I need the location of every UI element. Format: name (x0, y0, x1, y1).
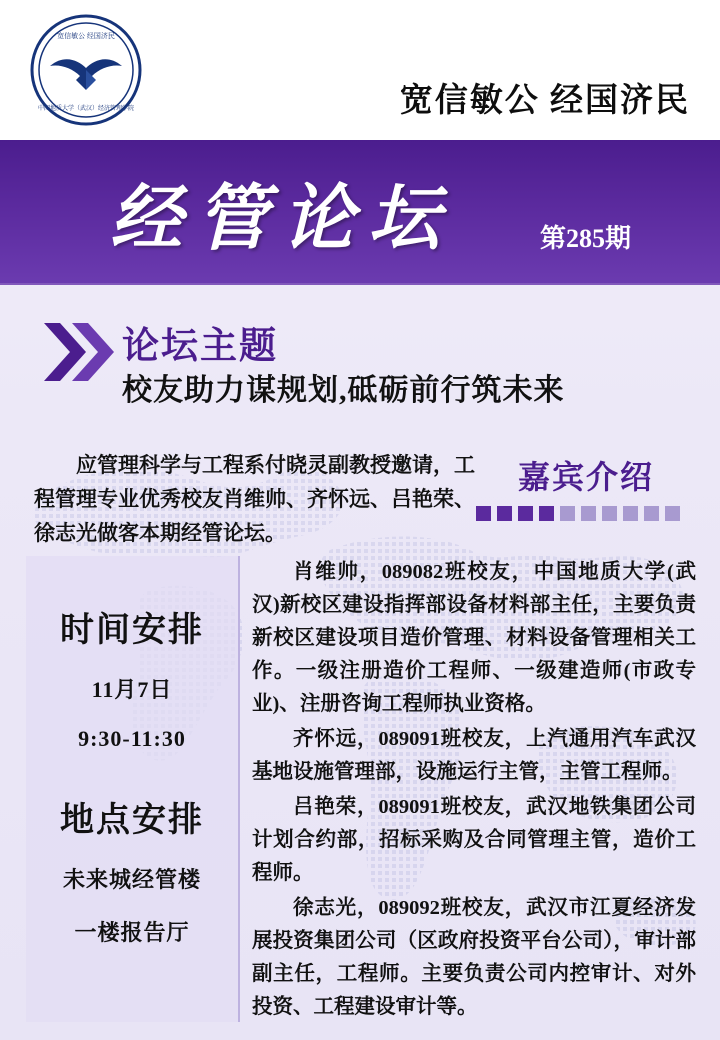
place-title: 地点安排 (60, 802, 204, 839)
schedule-panel (26, 556, 240, 1022)
guest-bio: 徐志光，089092班校友，武汉市江夏经济发展投资集团公司（区政府投资平台公司），审计部副主任，工程师。主要负责公司内控审计、对外投资、工程建设审计等。 (252, 897, 696, 1018)
theme-text: 校友助力谋规划,砥砺前行筑未来 (122, 374, 565, 407)
event-date: 11月7日 (91, 677, 173, 702)
header-motto: 宽信敏公 经国济民 (399, 83, 690, 119)
svg-text:中国地质大学（武汉）经济管理学院: 中国地质大学（武汉）经济管理学院 (37, 106, 135, 112)
theme-section (0, 285, 720, 430)
guest-heading-text: 嘉宾介绍 (517, 459, 654, 495)
place-line-2: 一楼报告厅 (74, 920, 190, 945)
guest-section-heading (476, 452, 696, 521)
title-band (0, 140, 720, 285)
poster-header (0, 0, 720, 140)
chevron-right-icon (44, 323, 122, 381)
svg-text:宽信敏公 经国济民: 宽信敏公 经国济民 (57, 32, 115, 40)
guest-bio: 吕艳荣，089091班校友，武汉地铁集团公司计划合约部，招标采购及合同管理主管，造价工程师。 (252, 796, 696, 884)
university-emblem-icon (30, 14, 142, 126)
time-title: 时间安排 (60, 612, 204, 649)
guest-bio: 齐怀远，089091班校友，上汽通用汽车武汉基地设施管理部，设施运行主管，主管工程师。 (252, 728, 696, 783)
issue-number: 第285期 (540, 224, 632, 253)
forum-title: 经管论坛 (110, 179, 455, 259)
place-line-1: 未来城经管楼 (62, 867, 201, 892)
guest-bios (252, 556, 696, 1026)
event-time: 9:30-11:30 (78, 726, 186, 751)
intro-paragraph: 应管理科学与工程系付晓灵副教授邀请，工程管理专业优秀校友肖维帅、齐怀远、吕艳荣、徐志光做客本期经管论坛。 (34, 453, 475, 545)
decorative-squares (476, 506, 696, 521)
guest-bio: 肖维帅，089082班校友，中国地质大学(武汉)新校区建设指挥部设备材料部主任，主要负责新校区建设项目造价管理、材料设备管理相关工作。一级注册造价工程师、一级建造师(市政专业)、注册咨询工程师执业资格。 (252, 561, 696, 715)
theme-label: 论坛主题 (122, 326, 278, 367)
